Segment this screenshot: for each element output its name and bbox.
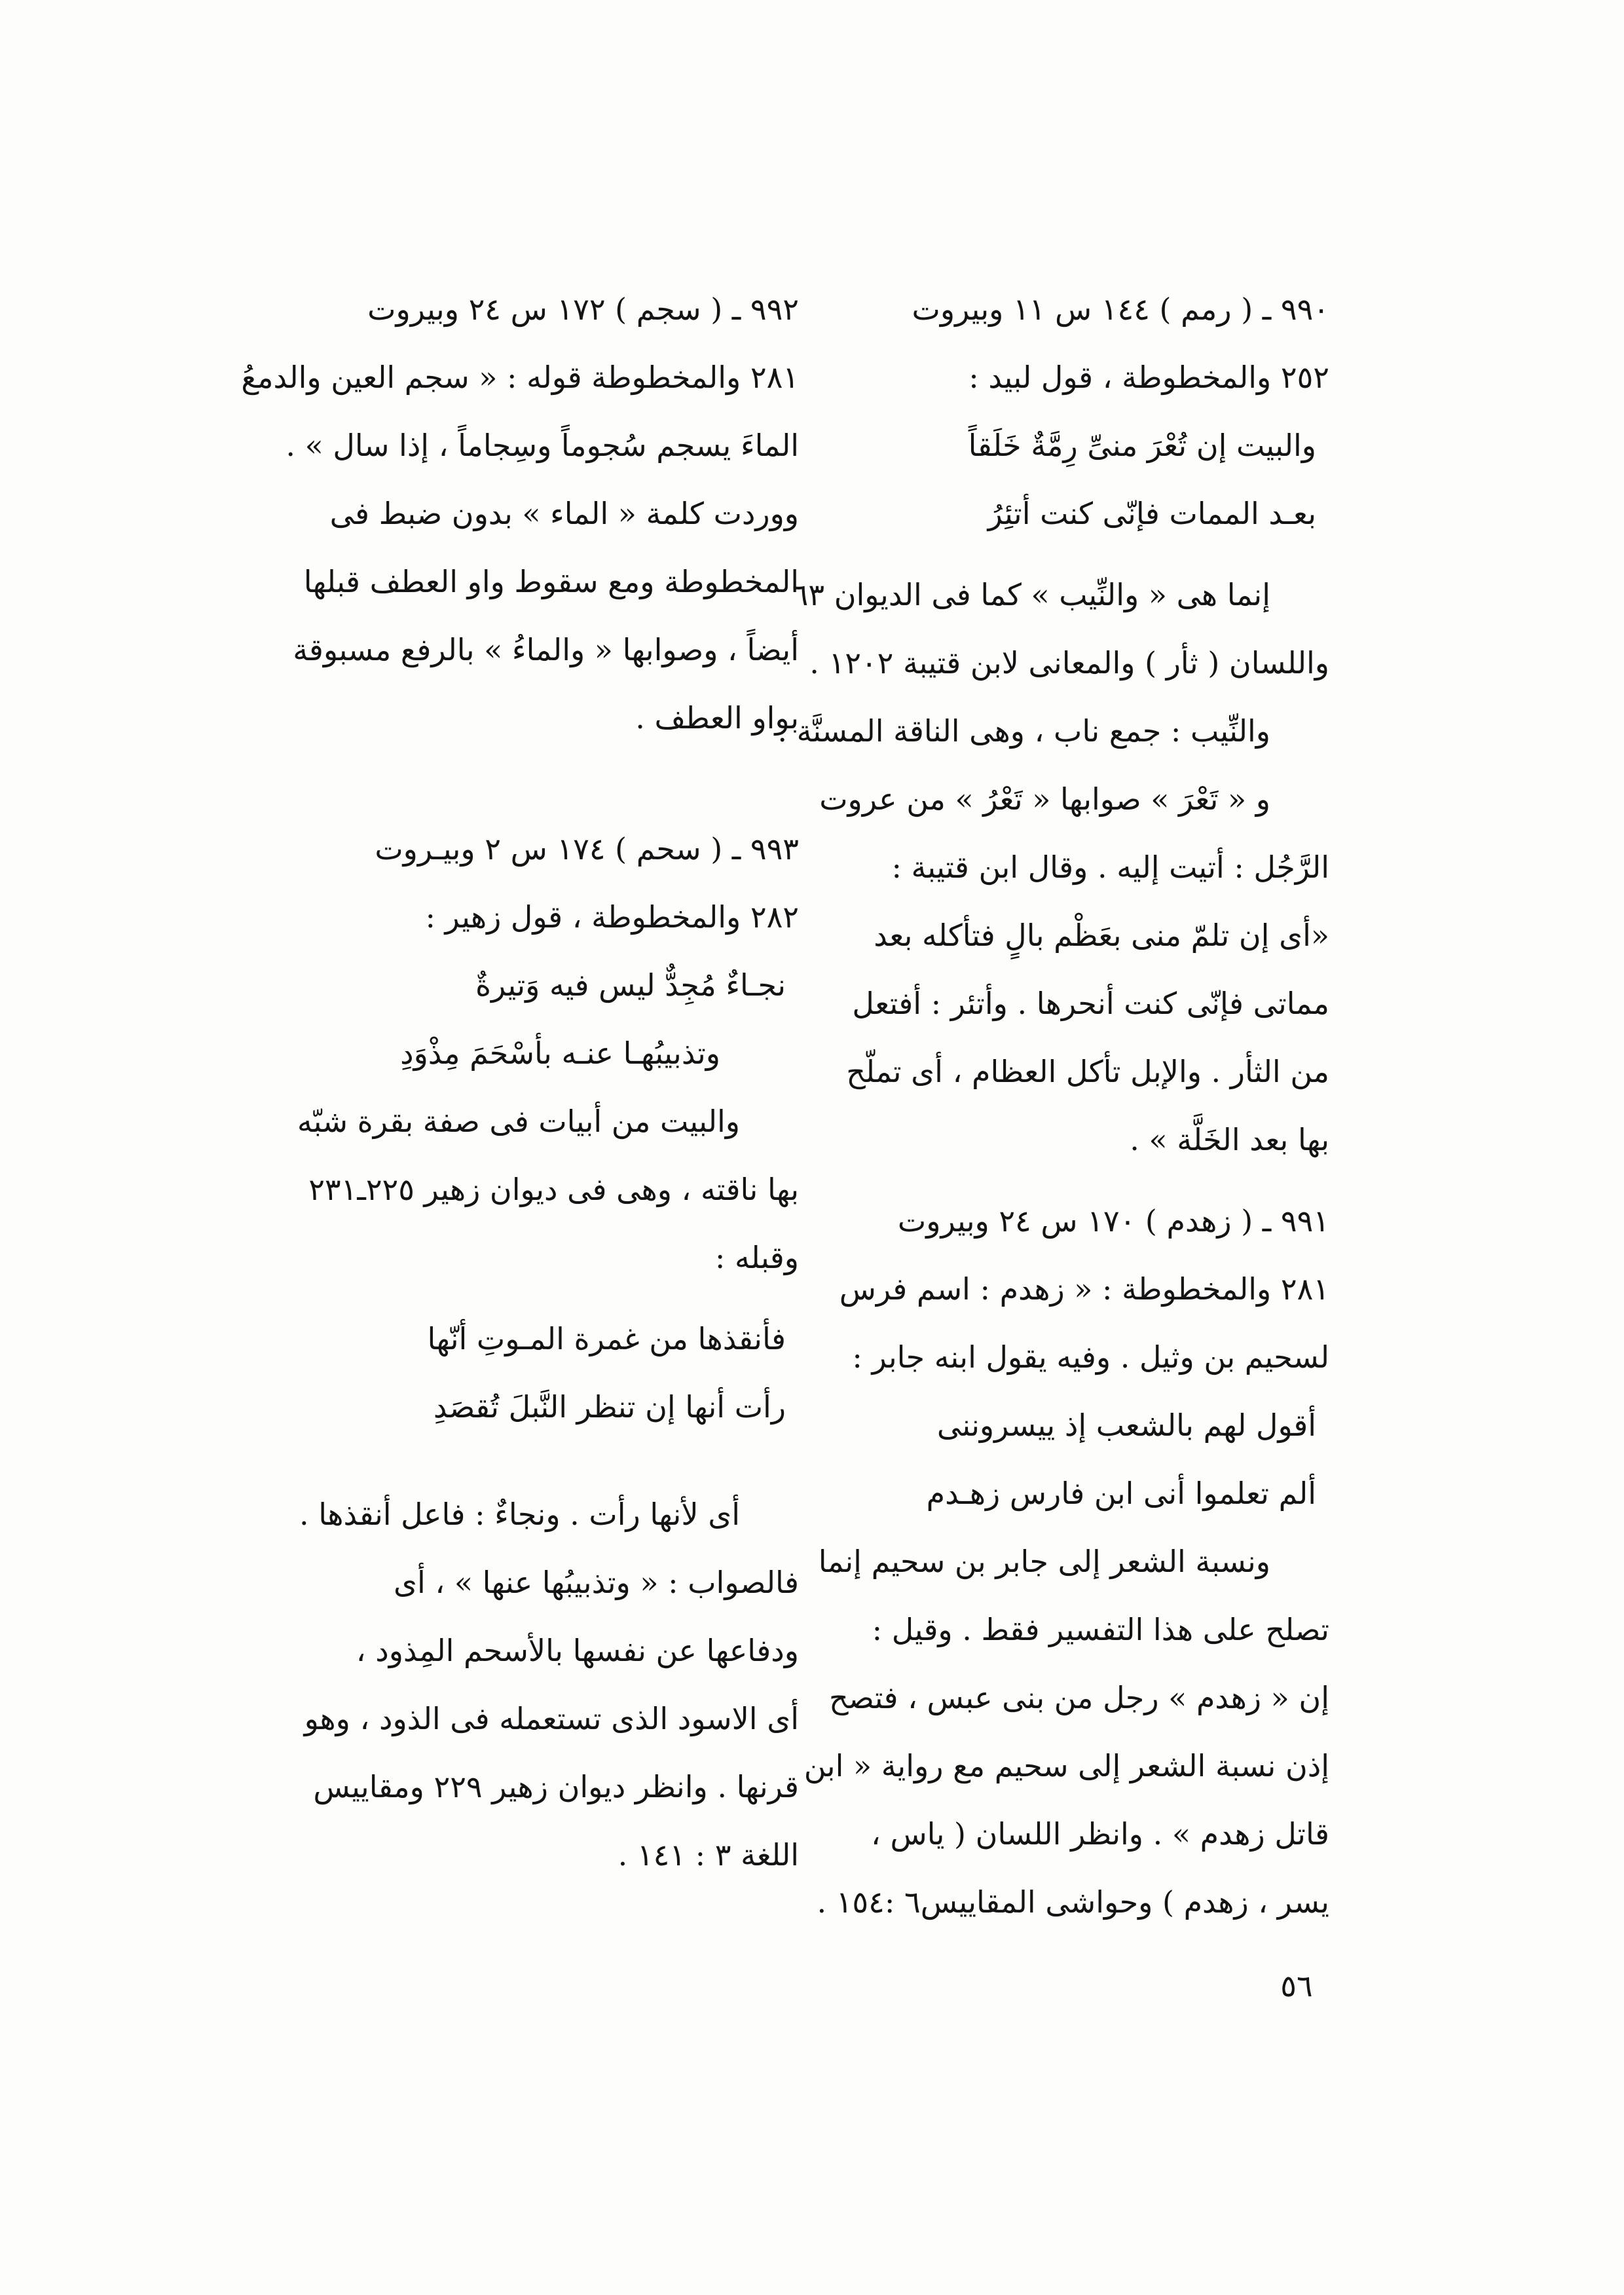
text-line: والبيت من أبيات فى صفة بقرة شبّه [297, 1104, 740, 1139]
text-line: تصلح على هذا التفسير فقط . وقيل : [872, 1612, 1329, 1647]
text-line: واللسان ( ثأر ) والمعانى لابن قتيبة ١٢٠٢ . [809, 645, 1329, 681]
text-line: قاتل زهدم » . وانظر اللسان ( ياس ، [870, 1816, 1329, 1852]
text-line: بواو العطف . [635, 700, 799, 736]
text-line: أيضاً ، وصوابها « والماءُ » بالرفع مسبوقة [293, 632, 799, 667]
text-line: اللغة ٣ : ١٤١ . [618, 1837, 799, 1873]
text-line: «أى إن تلمّ منى بعَظْم بالٍ فتأكله بعد [874, 918, 1329, 953]
verse-hemistich: رأت أنها إن تنظر النَّبلَ تُقصَدِ [433, 1389, 786, 1425]
entry-991 [803, 1187, 1329, 1936]
text-line: المخطوطة ومع سقوط واو العطف قبلها [303, 564, 799, 599]
verse-hemistich: فأنقذها من غمرة المـوتِ أنّها [427, 1321, 786, 1356]
text-line: وقبله : [714, 1240, 799, 1275]
text-line: أى الاسود الذى تستعمله فى الذود ، وهو [304, 1701, 799, 1736]
text-line: بها ناقته ، وهى فى ديوان زهير ٢٢٥ـ٢٣١ [308, 1172, 799, 1207]
entry-heading: ٩٩٣ ـ ( سحم ) ١٧٤ س ٢ وبيـروت [375, 831, 799, 867]
right-column [777, 275, 1329, 1936]
text-line: من الثأر . والإبل تأكل العظام ، أى تملّح [846, 1054, 1329, 1089]
text-line: بها بعد الخَلَّة » . [1130, 1122, 1329, 1157]
entry-992 [241, 275, 799, 752]
text-line: أى لأنها رأت . ونجاءٌ : فاعل أنقذها . [299, 1497, 740, 1532]
text-line: إنما هى « والنِّيب » كما فى الديوان ٦٣ [792, 577, 1270, 612]
text-line: ٢٨١ والمخطوطة : « زهدم : اسم فرس [839, 1271, 1329, 1307]
verse-hemistich: أقول لهم بالشعب إذ ييسروننى [936, 1408, 1316, 1443]
text-line: الرَّجُل : أتيت إليه . وقال ابن قتيبة : [891, 849, 1329, 885]
entry-heading: ٩٩٢ ـ ( سجم ) ١٧٢ س ٢٤ وبيروت [367, 291, 799, 327]
left-column [241, 275, 799, 1889]
page-number: ٥٦ [1280, 1968, 1313, 2004]
text-line: الماءَ يسجم سُجوماً وسِجاماً ، إذا سال » . [286, 428, 799, 463]
text-line: ٢٨١ والمخطوطة قوله : « سجم العين والدمعُ [241, 360, 799, 395]
text-line: والنِّيب : جمع ناب ، وهى الناقة المسنَّة . [777, 713, 1270, 749]
text-line: ٢٨٢ والمخطوطة ، قول زهير : [425, 899, 799, 935]
verse-hemistich: والبيت إن تُعْرَ منىِّ رِمَّةٌ خَلَقاً [968, 428, 1316, 463]
text-line: فالصواب : « وتذبيبُها عنها » ، أى [393, 1565, 799, 1600]
verse-hemistich: نجـاءٌ مُجِدٌّ ليس فيه وَتيرةٌ [475, 967, 786, 1003]
verse-hemistich: وتذبيبُهـا عنـه بأسْحَمَ مِذْوَدِ [400, 1036, 720, 1071]
text-line: لسحيم بن وثيل . وفيه يقول ابنه جابر : [852, 1339, 1329, 1375]
verse-hemistich: ألم تعلموا أنى ابن فارس زهـدم [926, 1476, 1316, 1511]
text-line: يسر ، زهدم ) وحواشى المقاييس٦ :١٥٤ . [817, 1884, 1329, 1920]
text-line: إذن نسبة الشعر إلى سحيم مع رواية « ابن [803, 1748, 1329, 1783]
text-line: ووردت كلمة « الماء » بدون ضبط فى [329, 496, 799, 531]
text-line: ودفاعها عن نفسها بالأسحم المِذود ، [356, 1633, 799, 1668]
text-line: و « تَعْرَ » صوابها « تَعْرُ » من عروت [819, 781, 1270, 817]
entry-990 [777, 275, 1329, 1174]
entry-heading: ٩٩١ ـ ( زهدم ) ١٧٠ س ٢٤ وبيروت [897, 1203, 1329, 1239]
text-line: قرنها . وانظر ديوان زهير ٢٢٩ ومقاييس [313, 1769, 799, 1804]
text-line: مماتى فإنّى كنت أنحرها . وأتئر : أفتعل [852, 986, 1329, 1021]
text-line: ٢٥٢ والمخطوطة ، قول لبيد : [969, 360, 1329, 395]
text-line: ونسبة الشعر إلى جابر بن سحيم إنما [818, 1544, 1270, 1579]
verse-hemistich: بعـد الممات فإنّى كنت أتئِرُ [987, 496, 1316, 531]
entry-993 [275, 815, 799, 1889]
text-line: إن « زهدم » رجل من بنى عبس ، فتصح [829, 1680, 1329, 1715]
entry-heading: ٩٩٠ ـ ( رمم ) ١٤٤ س ١١ وبيروت [912, 291, 1329, 327]
